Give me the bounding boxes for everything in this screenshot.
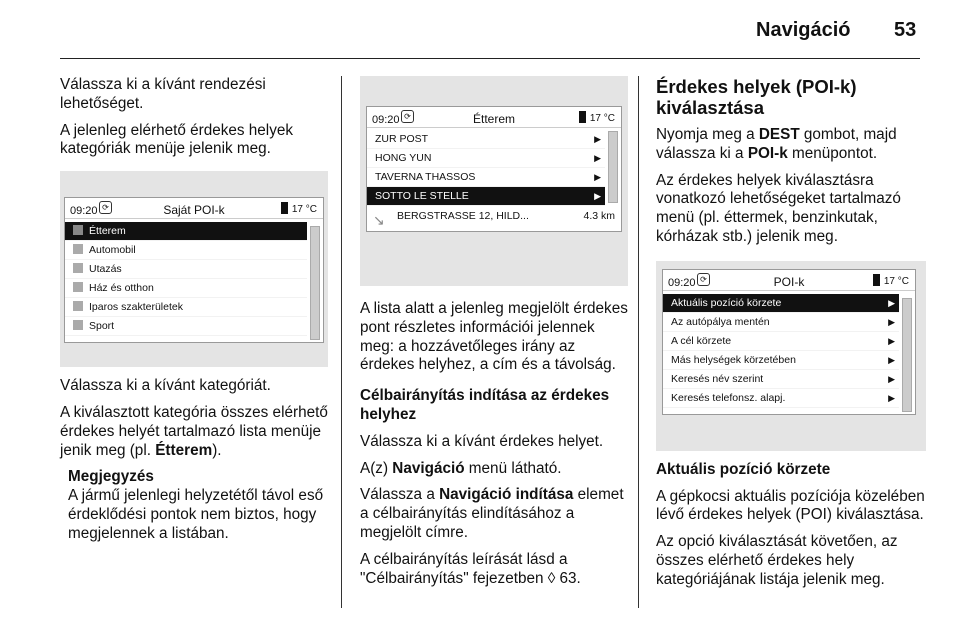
chevron-right-icon: ▶ <box>594 134 601 144</box>
category-icon <box>73 320 83 330</box>
category-icon <box>73 244 83 254</box>
chevron-right-icon: ▶ <box>888 335 895 346</box>
header-rule <box>60 58 920 59</box>
category-icon <box>73 225 83 235</box>
list-item[interactable]: Aktuális pozíció körzete ▶ <box>663 294 899 313</box>
thermometer-icon <box>873 274 880 286</box>
clock-icon: ⟳ <box>99 201 112 214</box>
paragraph: A lista alatt a jelenleg megjelölt érdekes pont részletes információi jelennek meg: a hozzávetőleges irány az érdekes helyhez, a cím és a távolság. <box>360 300 628 374</box>
screen-time: 09:20 <box>70 205 98 218</box>
page-reference-link[interactable]: ◊ 63. <box>547 569 581 587</box>
list-item[interactable]: Keresés név szerint ▶ <box>663 370 899 389</box>
restaurant-list <box>367 130 605 206</box>
paragraph: Az érdekes helyek kiválasztásra vonatkozó lehetőségeket tartalmazó menü (pl. éttermek, benzinkutak, kórházak stb.) jelenik meg. <box>656 171 901 245</box>
paragraph: A gépkocsi aktuális pozíciója közelében lévő érdekes helyek (POI) kiválasztása. <box>656 487 925 524</box>
clock-icon: ⟳ <box>697 273 710 286</box>
chevron-right-icon: ▶ <box>888 373 895 384</box>
chevron-right-icon: ▶ <box>888 392 895 403</box>
paragraph: A jelenleg elérhető érdekes helyek kategóriák menüje jelenik meg. <box>60 121 294 158</box>
category-icon <box>73 263 83 273</box>
paragraph: Válassza ki a kívánt érdekes helyet. <box>360 432 604 450</box>
paragraph: Nyomja meg a DEST gombot, majd válassza ki a POI-k menüpontot. <box>656 126 897 162</box>
page-number: 53 <box>894 19 917 41</box>
chevron-right-icon: ▶ <box>594 191 601 201</box>
screenshot-restaurant <box>360 76 628 286</box>
paragraph: Válassza ki a kívánt kategóriát. <box>60 377 271 395</box>
direction-arrow-icon: ↘ <box>373 212 385 228</box>
screen-temp: 17 °C <box>579 110 615 129</box>
poi-distance: 4.3 km <box>583 210 615 222</box>
category-icon <box>73 301 83 311</box>
list-item[interactable]: ZUR POST ▶ <box>367 130 605 149</box>
scrollbar[interactable] <box>902 298 912 412</box>
paragraph: A kiválasztott kategória összes elérhető érdekes helyét tartalmazó lista menüje jenik meg (pl. Étterem). <box>60 403 328 459</box>
column-divider <box>341 76 342 608</box>
chevron-right-icon: ▶ <box>888 297 895 308</box>
list-item[interactable]: Automobil <box>65 241 307 260</box>
column-1 <box>60 76 328 544</box>
list-item[interactable]: SOTTO LE STELLE ▶ <box>367 187 605 206</box>
list-item[interactable]: TAVERNA THASSOS ▶ <box>367 168 605 187</box>
poi-category-list <box>65 222 307 336</box>
paragraph: Válassza ki a kívánt rendezési lehetőséget. <box>60 76 266 112</box>
list-item[interactable]: Iparos szakterületek <box>65 298 307 317</box>
scrollbar[interactable] <box>310 226 320 340</box>
list-item[interactable]: Utazás <box>65 260 307 279</box>
screen-temp: 17 °C <box>873 273 909 292</box>
list-item[interactable]: Sport <box>65 317 307 336</box>
paragraph: Válassza a Navigáció indítása elemet a célbairányítás elindításához a megjelölt címre. <box>360 486 624 541</box>
note-text: A jármű jelenlegi helyzetétől távol eső érdeklődési pontok nem biztos, hogy megjelennek a listában. <box>68 487 324 542</box>
list-item[interactable]: A cél körzete ▶ <box>663 332 899 351</box>
scrollbar[interactable] <box>608 131 618 203</box>
column-divider <box>638 76 639 608</box>
clock-icon: ⟳ <box>401 110 414 123</box>
section-heading: Érdekes helyek (POI-k) kiválasztása <box>656 76 857 118</box>
thermometer-icon <box>579 111 586 123</box>
chevron-right-icon: ▶ <box>594 172 601 182</box>
chevron-right-icon: ▶ <box>594 153 601 163</box>
paragraph: A(z) Navigáció menü látható. <box>360 459 562 477</box>
column-2 <box>360 76 628 596</box>
screen-time: 09:20 <box>668 276 696 289</box>
list-item[interactable]: HONG YUN ▶ <box>367 149 605 168</box>
list-item[interactable]: Az autópálya mentén ▶ <box>663 313 899 332</box>
note-box <box>68 468 328 543</box>
paragraph: A célbairányítás leírását lásd a "Célbairányítás" fejezetben ◊ 63. <box>360 550 581 587</box>
category-icon <box>73 282 83 292</box>
list-item[interactable]: Ház és otthon <box>65 279 307 298</box>
subsection-heading: Aktuális pozíció körzete <box>656 460 831 478</box>
section-heading: Célbairányítás indítása az érdekes helyhez <box>360 387 610 423</box>
list-item[interactable]: Más helységek körzetében ▶ <box>663 351 899 370</box>
page-header-title: Navigáció <box>756 19 851 41</box>
poi-detail <box>373 207 615 227</box>
screen-title: Saját POI-k <box>163 203 225 218</box>
screen-time: 09:20 <box>372 114 400 126</box>
screenshot-poi-menu <box>656 261 926 451</box>
poi-menu-list <box>663 294 899 408</box>
column-3 <box>656 76 926 598</box>
screen-title: Étterem <box>472 112 515 126</box>
list-item[interactable]: Étterem <box>65 222 307 241</box>
poi-address: BERGSTRASSE 12, HILD... <box>397 210 529 222</box>
chevron-right-icon: ▶ <box>888 316 895 327</box>
paragraph: Az opció kiválasztását követően, az összes elérhető érdekes hely kategóriájának listája jelenik meg. <box>656 533 898 588</box>
screenshot-my-poi <box>60 171 328 367</box>
chevron-right-icon: ▶ <box>888 354 895 365</box>
note-title: Megjegyzés <box>68 468 154 486</box>
thermometer-icon <box>281 202 288 214</box>
list-item[interactable]: Keresés telefonsz. alapj. ▶ <box>663 389 899 408</box>
screen-temp: 17 °C <box>281 201 317 220</box>
screen-title: POI-k <box>773 274 805 289</box>
